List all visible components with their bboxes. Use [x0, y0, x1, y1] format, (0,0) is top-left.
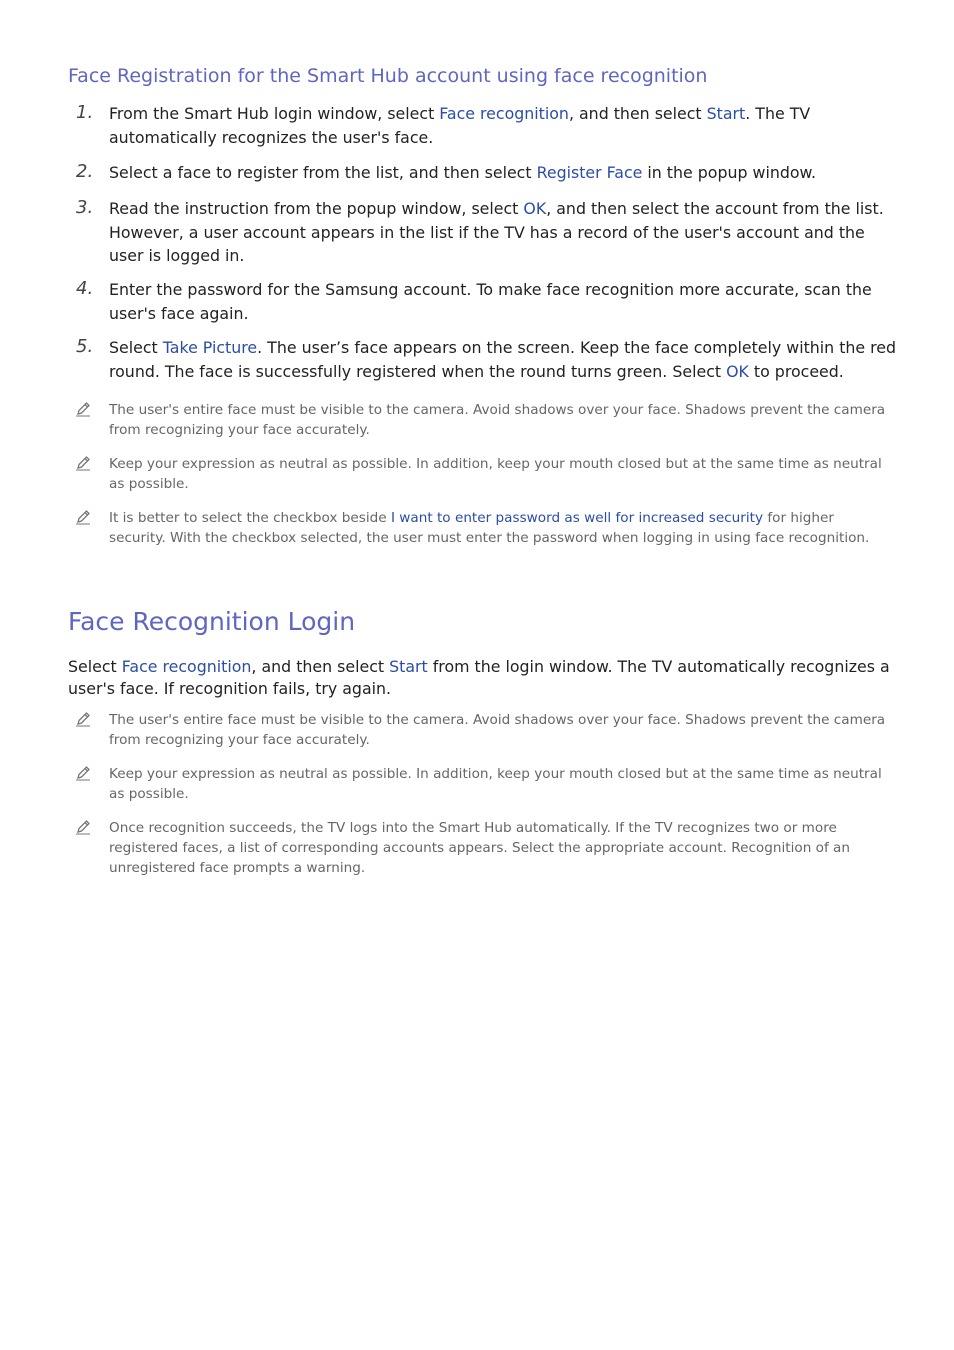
step-number: 2. [76, 161, 94, 182]
ui-term-password-checkbox: I want to enter password as well for increased security [390, 510, 764, 526]
step-number: 5. [76, 336, 94, 357]
note-text: Once recognition succeeds, the TV logs into the Smart Hub automatically. If the TV recognizes two or more registered faces, a list of corresponding accounts appears. Select the appropriate account. Recognition of an unregistered face prompts a warning. [109, 820, 850, 876]
pencil-icon [74, 764, 92, 782]
ui-term-register-face: Register Face [536, 163, 643, 182]
note-text: The user's entire face must be visible to the camera. Avoid shadows over your face. Shadows prevent the camera from recognizing your face accurately. [109, 712, 886, 748]
note-text: Keep your expression as neutral as possible. In addition, keep your mouth closed but at the same time as neutral as possible. [109, 456, 882, 492]
step-text: Enter the password for the Samsung account. To make face recognition more accurate, scan the user's face again. [109, 280, 872, 323]
ui-term-ok: OK [726, 362, 749, 381]
section-heading: Face Registration for the Smart Hub account using face recognition [68, 65, 708, 87]
login-intro: Select Face recognition, and then select Start from the login window. The TV automatically recognizes a user's face. If recognition fails, try again. [68, 657, 890, 698]
pencil-icon [74, 454, 92, 472]
pencil-icon [74, 400, 92, 418]
step-text: Read the instruction from the popup window, select OK, and then select the account from the list. However, a user account appears in the list if the TV has a record of the user's account and the user is logged in. [109, 199, 884, 265]
ui-term-start: Start [706, 104, 746, 123]
ui-term-ok: OK [523, 199, 547, 218]
ui-term-face-recognition: Face recognition [439, 104, 569, 123]
note-text: The user's entire face must be visible to the camera. Avoid shadows over your face. Shadows prevent the camera from recognizing your face accurately. [109, 402, 886, 438]
pencil-icon [74, 818, 92, 836]
step-text: Select a face to register from the list, and then select Register Face in the popup window. [109, 163, 817, 182]
step-text: Select Take Picture. The user’s face appears on the screen. Keep the face completely within the red round. The face is successfully registered when the round turns green. Select OK to proceed. [109, 338, 897, 381]
ui-term-face-recognition: Face recognition [121, 657, 252, 676]
step-number: 1. [76, 102, 94, 123]
step-text: From the Smart Hub login window, select Face recognition, and then select Start. The TV automatically recognizes the user's face. [109, 104, 811, 147]
step-number: 3. [76, 197, 94, 218]
step-number: 4. [76, 278, 94, 299]
pencil-icon [74, 508, 92, 526]
note-text: Keep your expression as neutral as possible. In addition, keep your mouth closed but at the same time as neutral as possible. [109, 766, 882, 802]
ui-term-start: Start [389, 657, 428, 676]
ui-term-take-picture: Take Picture [162, 338, 258, 357]
pencil-icon [74, 710, 92, 728]
note-text: It is better to select the checkbox beside I want to enter password as well for increased security for higher security. With the checkbox selected, the user must enter the password when logging in using face recognition. [109, 510, 870, 546]
login-heading: Face Recognition Login [68, 607, 356, 636]
